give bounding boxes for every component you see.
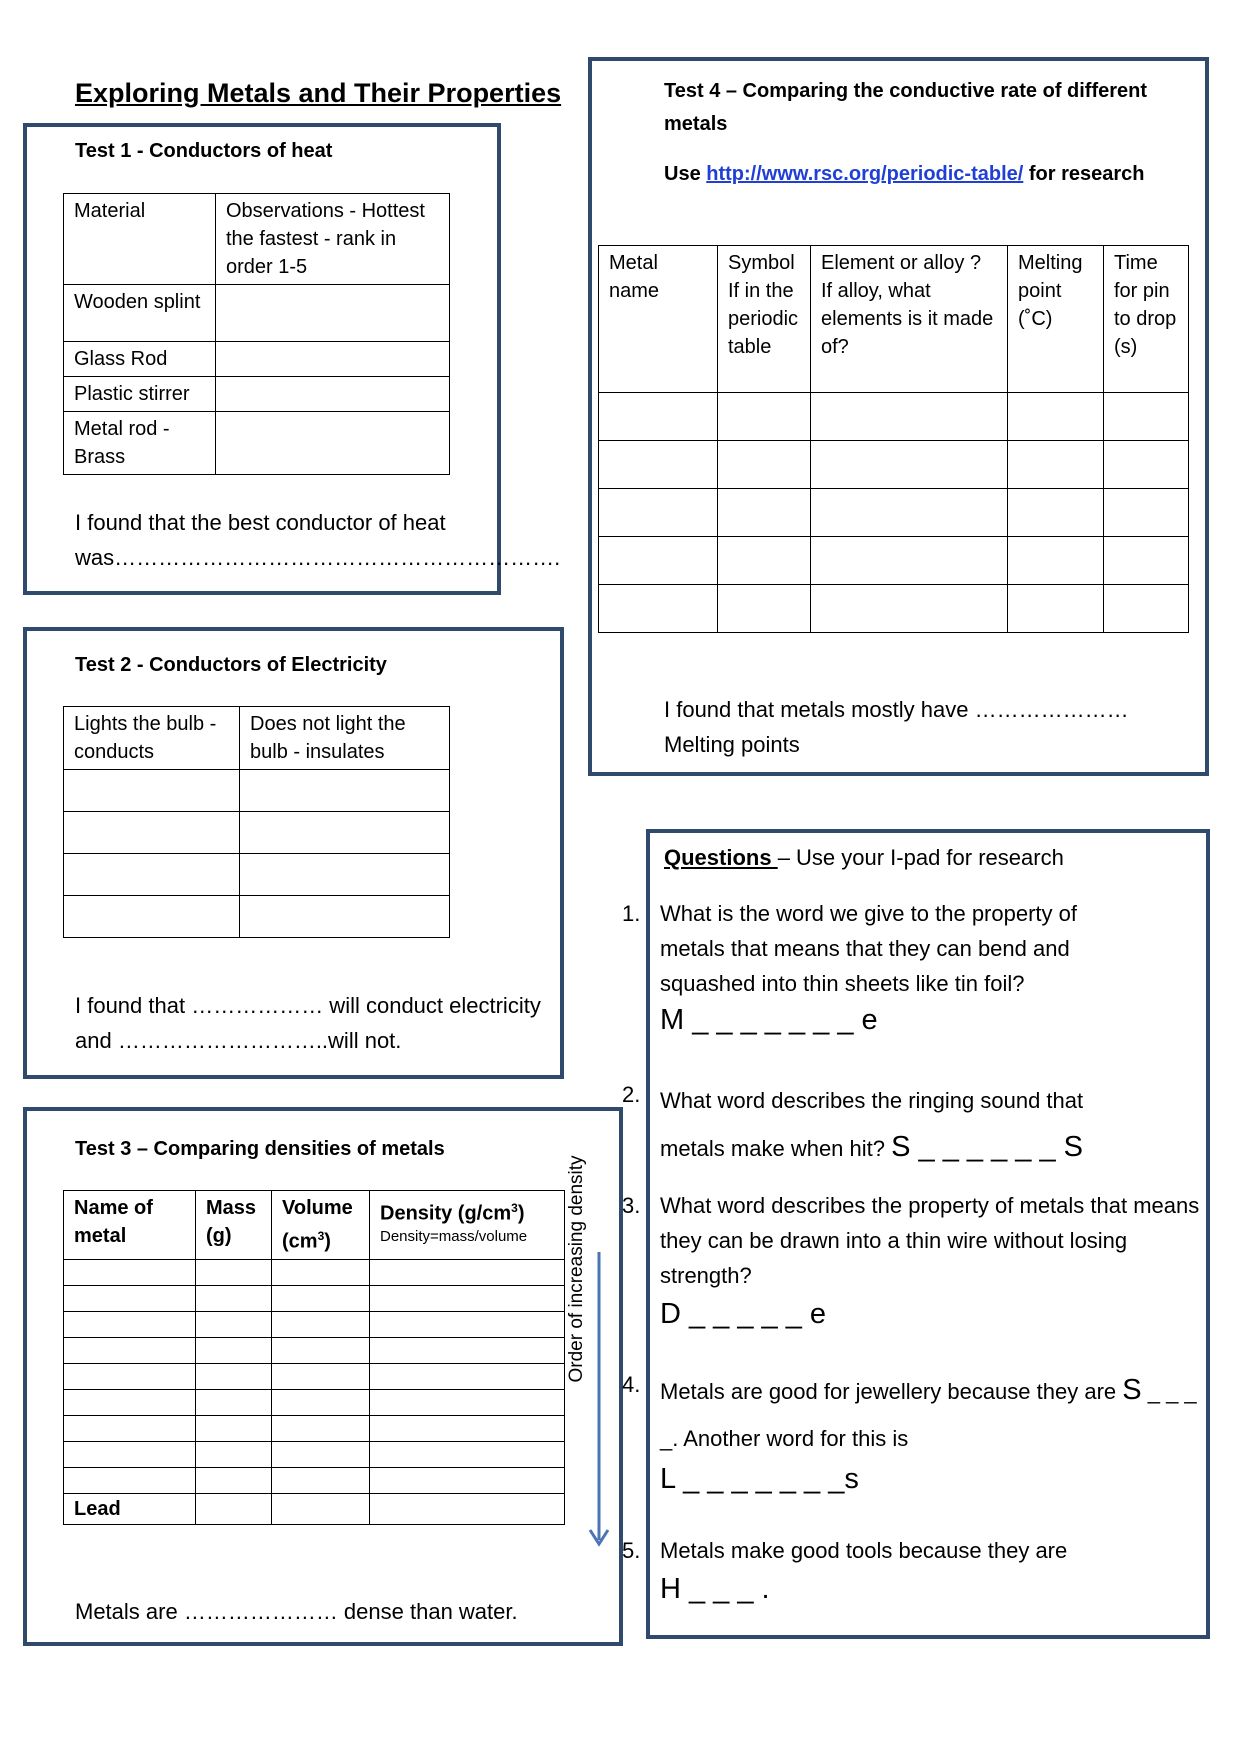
table-cell[interactable] <box>272 1467 370 1493</box>
question-answer-s: S <box>1122 1374 1142 1406</box>
table-cell[interactable] <box>1008 585 1104 633</box>
page-title: Exploring Metals and Their Properties <box>75 78 562 108</box>
table-cell[interactable] <box>1008 489 1104 537</box>
table-cell[interactable] <box>64 896 240 938</box>
table-cell[interactable] <box>718 537 811 585</box>
table-cell[interactable] <box>64 1259 196 1285</box>
question-number: 4. <box>622 1372 641 1397</box>
table-cell[interactable] <box>272 1415 370 1441</box>
table-cell[interactable] <box>370 1441 565 1467</box>
table-cell[interactable] <box>64 854 240 896</box>
table-cell[interactable] <box>718 393 811 441</box>
test4-table <box>598 245 1189 633</box>
table-cell[interactable] <box>811 537 1008 585</box>
table-cell: Plastic stirrer <box>64 377 216 412</box>
density-note: Density=mass/volume <box>380 1227 528 1245</box>
table-cell[interactable] <box>1008 537 1104 585</box>
question-1 <box>622 896 1130 1038</box>
table-cell[interactable] <box>272 1389 370 1415</box>
table-cell[interactable] <box>216 412 450 475</box>
down-arrow-icon <box>588 1250 610 1550</box>
questions-title: Questions <box>664 845 778 870</box>
table-cell[interactable] <box>370 1389 565 1415</box>
table-cell[interactable] <box>370 1467 565 1493</box>
table-cell[interactable] <box>370 1285 565 1311</box>
table-header: Symbol If in the periodic table <box>718 246 811 393</box>
table-cell[interactable] <box>196 1311 272 1337</box>
table-cell[interactable] <box>599 537 718 585</box>
table-cell[interactable] <box>811 441 1008 489</box>
table-cell[interactable] <box>1008 393 1104 441</box>
test3-table <box>63 1190 565 1525</box>
table-cell[interactable] <box>272 1493 370 1524</box>
table-cell[interactable] <box>370 1493 565 1524</box>
density-header-sup: 3 <box>511 1201 518 1215</box>
table-cell[interactable] <box>64 1415 196 1441</box>
question-2 <box>622 1077 1130 1172</box>
question-text: What word describes the property of metals that means they can be drawn into a thin wire without losing strength? <box>660 1193 1200 1288</box>
table-header <box>370 1191 565 1260</box>
table-cell[interactable] <box>196 1285 272 1311</box>
table-cell[interactable] <box>64 1363 196 1389</box>
test1-conclusion: I found that the best conductor of heat was……………………………………………………. <box>75 510 561 570</box>
question-answer: S _ _ _ _ _ _ S <box>891 1131 1083 1163</box>
table-cell[interactable] <box>196 1337 272 1363</box>
table-cell[interactable] <box>64 1389 196 1415</box>
table-cell[interactable] <box>599 393 718 441</box>
table-header <box>272 1191 370 1260</box>
question-4 <box>622 1367 1200 1497</box>
table-cell: Lead <box>64 1493 196 1524</box>
table-cell[interactable] <box>196 1441 272 1467</box>
test2-table <box>63 706 450 938</box>
table-cell[interactable] <box>272 1441 370 1467</box>
table-cell[interactable] <box>64 1311 196 1337</box>
table-cell[interactable] <box>272 1285 370 1311</box>
question-number: 2. <box>622 1082 641 1107</box>
table-cell[interactable] <box>811 393 1008 441</box>
rsc-periodic-table-link[interactable]: http://www.rsc.org/periodic-table/ <box>706 163 1024 185</box>
table-cell[interactable] <box>64 1441 196 1467</box>
table-header: Observations - Hottest the fastest - rank in order 1-5 <box>216 194 450 285</box>
table-cell[interactable] <box>272 1259 370 1285</box>
density-order-label: Order of increasing density <box>566 1155 587 1383</box>
use-prefix: Use <box>664 163 701 185</box>
density-header-end: ) <box>517 1202 525 1225</box>
table-cell[interactable] <box>1104 393 1189 441</box>
table-cell[interactable] <box>64 770 240 812</box>
table-cell[interactable] <box>272 1363 370 1389</box>
table-header: Metal name <box>599 246 718 393</box>
table-cell[interactable] <box>216 377 450 412</box>
table-cell: Wooden splint <box>64 285 216 342</box>
question-text: What word describes the ringing sound that metals make when hit? <box>660 1088 1084 1161</box>
table-cell[interactable] <box>64 1337 196 1363</box>
table-header: Melting point (˚C) <box>1008 246 1104 393</box>
table-cell: Metal rod - Brass <box>64 412 216 475</box>
question-5 <box>622 1533 1200 1607</box>
table-cell[interactable] <box>64 1467 196 1493</box>
table-cell[interactable] <box>599 441 718 489</box>
table-cell[interactable] <box>240 896 450 938</box>
use-suffix: for research <box>1028 163 1145 185</box>
table-cell[interactable] <box>1104 585 1189 633</box>
table-cell[interactable] <box>370 1311 565 1337</box>
table-cell[interactable] <box>240 770 450 812</box>
table-cell[interactable] <box>272 1337 370 1363</box>
table-cell: Glass Rod <box>64 342 216 377</box>
table-cell[interactable] <box>240 812 450 854</box>
question-number: 1. <box>622 901 641 926</box>
test1-heading: Test 1 - Conductors of heat <box>75 140 333 162</box>
table-cell[interactable] <box>599 489 718 537</box>
table-header: Mass (g) <box>196 1191 272 1260</box>
table-cell[interactable] <box>718 441 811 489</box>
question-text: Metals make good tools because they are <box>660 1538 1068 1563</box>
table-cell[interactable] <box>811 489 1008 537</box>
table-cell[interactable] <box>1104 489 1189 537</box>
table-cell[interactable] <box>1008 441 1104 489</box>
table-header: Name of metal <box>64 1191 196 1260</box>
table-cell[interactable] <box>370 1415 565 1441</box>
table-cell[interactable] <box>196 1259 272 1285</box>
questions-heading <box>664 840 1064 875</box>
table-cell[interactable] <box>196 1493 272 1524</box>
table-cell[interactable] <box>216 285 450 342</box>
table-cell[interactable] <box>1104 441 1189 489</box>
test3-conclusion: Metals are ………………… dense than water. <box>75 1599 518 1624</box>
table-cell[interactable] <box>196 1415 272 1441</box>
question-answer: D _ _ _ _ _ e <box>660 1298 827 1330</box>
volume-header-sup: 3 <box>317 1229 325 1243</box>
table-header: Material <box>64 194 216 285</box>
table-cell[interactable] <box>196 1363 272 1389</box>
density-header-text: Density (g/cm <box>380 1202 512 1225</box>
test2-conclusion: I found that ……………… will conduct electricity and ………………………..will not. <box>75 993 541 1053</box>
test3-heading: Test 3 – Comparing densities of metals <box>75 1138 445 1160</box>
table-cell[interactable] <box>196 1389 272 1415</box>
question-text: What is the word we give to the property of metals that means that they can bend and squashed into thin sheets like tin foil? <box>660 901 1077 996</box>
table-cell[interactable] <box>599 585 718 633</box>
volume-header-text: Volume (cm <box>282 1197 353 1253</box>
table-cell[interactable] <box>272 1311 370 1337</box>
table-cell[interactable] <box>216 342 450 377</box>
question-number: 5. <box>622 1538 641 1563</box>
volume-header-end: ) <box>324 1230 331 1253</box>
questions-instruction: – Use your I-pad for research <box>777 845 1064 870</box>
test2-heading: Test 2 - Conductors of Electricity <box>75 654 387 676</box>
table-cell[interactable] <box>370 1337 565 1363</box>
table-cell[interactable] <box>370 1259 565 1285</box>
question-answer: M _ _ _ _ _ _ _ e <box>660 1004 878 1036</box>
table-cell[interactable] <box>718 489 811 537</box>
question-answer: H _ _ _ . <box>660 1573 770 1605</box>
question-text: Metals are good for jewellery because they are <box>660 1379 1117 1404</box>
test4-research-line <box>664 163 1145 186</box>
table-header: Lights the bulb - conducts <box>64 707 240 770</box>
table-cell[interactable] <box>1104 537 1189 585</box>
test4-heading: Test 4 – Comparing the conductive rate of different metals <box>664 80 1148 135</box>
table-header: Time for pin to drop (s) <box>1104 246 1189 393</box>
table-header: Does not light the bulb - insulates <box>240 707 450 770</box>
table-header: Element or alloy ? If alloy, what elements is it made of? <box>811 246 1008 393</box>
table-cell[interactable] <box>64 1285 196 1311</box>
question-3 <box>622 1188 1200 1332</box>
question-answer: L _ _ _ _ _ _ _s <box>660 1463 859 1495</box>
table-cell[interactable] <box>370 1363 565 1389</box>
table-cell[interactable] <box>811 585 1008 633</box>
test1-table <box>63 193 450 475</box>
table-cell[interactable] <box>718 585 811 633</box>
question-text-continued: _ _ _ _. Another word for this is <box>660 1379 1197 1451</box>
table-cell[interactable] <box>240 854 450 896</box>
table-cell[interactable] <box>196 1467 272 1493</box>
question-number: 3. <box>622 1193 641 1218</box>
table-cell[interactable] <box>64 812 240 854</box>
test4-conclusion: I found that metals mostly have ………………… Melting points <box>664 697 1129 757</box>
